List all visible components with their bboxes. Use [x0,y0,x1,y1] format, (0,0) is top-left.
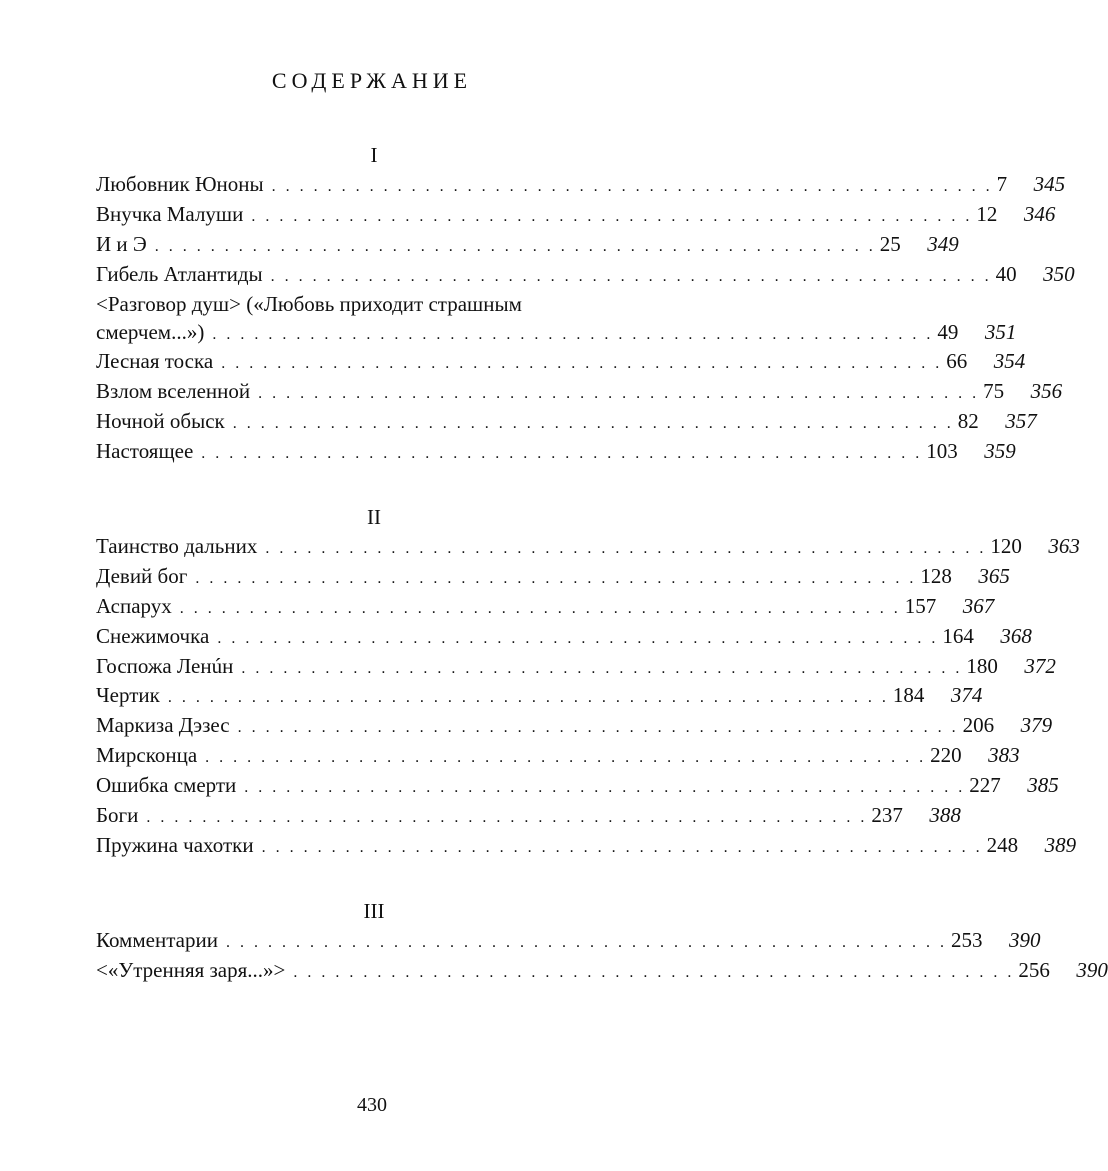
entry-title: Лесная тоска [96,349,214,374]
toc-entry[interactable] [96,622,1032,652]
leader-dots: . . . . . . . . . . . . . . . . . . . . . . . . . . . . . . . . . . . . . . . . . . . . . . . . . . . . [212,325,934,343]
entry-page: 253 [950,928,983,952]
entry-comment-page: 354 [993,349,1026,374]
toc-entry[interactable] [96,437,1016,467]
entry-page: 180 [966,653,998,678]
toc-entry[interactable] [96,801,961,831]
entry-page: 248 [986,832,1019,857]
entry-page: 128 [920,563,952,588]
entry-title: Ночной обыск [96,409,225,434]
contents-heading: СОДЕРЖАНИЕ [271,68,473,93]
entry-title: Комментарии [96,928,218,952]
leader-dots: . . . . . . . . . . . . . . . . . . . . . . . . . . . . . . . . . . . . . . . . . . . . . . . . . . . . [270,267,992,285]
entry-page: 206 [962,713,995,738]
entry-comment-page: 350 [1043,261,1075,286]
entry-comment-page: 356 [1030,379,1063,404]
leader-dots: . . . . . . . . . . . . . . . . . . . . . . . . . . . . . . . . . . . . . . . . . . . . . . . . . . . . [258,385,980,403]
leader-dots: . . . . . . . . . . . . . . . . . . . . . . . . . . . . . . . . . . . . . . . . . . . . . . . . . . . . [195,569,917,587]
entry-title: Взлом вселенной [96,379,251,404]
section-title: II [367,505,381,529]
toc-entry[interactable] [96,741,1020,771]
toc-entry[interactable] [96,377,1063,407]
toc-entry[interactable] [96,260,1075,290]
entry-comment-page: 372 [1024,653,1056,678]
entry-page: 75 [983,379,1005,404]
entry-title: Ошибка смерти [96,773,237,798]
entry-comment-page: 388 [929,803,961,828]
entry-page: 220 [930,743,962,768]
entry-title-line1: <Разговор душ> («Любовь приходит страшным [96,291,522,316]
entry-comment-page: 346 [1023,201,1056,226]
leader-dots: . . . . . . . . . . . . . . . . . . . . . . . . . . . . . . . . . . . . . . . . . . . . . . . . . . . . [154,237,876,255]
entry-page: 157 [904,593,937,618]
entry-page: 12 [976,201,998,226]
leader-dots: . . . . . . . . . . . . . . . . . . . . . . . . . . . . . . . . . . . . . . . . . . . . . . . . . . . . [271,178,993,195]
entry-comment-page: 363 [1048,534,1080,558]
leader-dots: . . . . . . . . . . . . . . . . . . . . . . . . . . . . . . . . . . . . . . . . . . . . . . . . . . . . [179,599,901,617]
entry-title: смерчем...») [96,319,205,344]
toc-entry[interactable] [96,956,1108,986]
toc-entry[interactable] [96,771,1059,801]
entry-title: Мирсконца [96,743,198,768]
leader-dots: . . . . . . . . . . . . . . . . . . . . . . . . . . . . . . . . . . . . . . . . . . . . . . . . . . . . [293,963,1015,981]
toc-entry[interactable] [96,681,983,711]
leader-dots: . . . . . . . . . . . . . . . . . . . . . . . . . . . . . . . . . . . . . . . . . . . . . . . . . . . . [265,540,987,557]
toc-entry[interactable] [96,926,1041,956]
toc-entry[interactable] [96,290,1017,348]
entry-title: Гибель Атлантиды [96,261,263,286]
toc-entry[interactable] [96,831,1077,861]
leader-dots: . . . . . . . . . . . . . . . . . . . . . . . . . . . . . . . . . . . . . . . . . . . . . . . . . . . . [146,809,868,827]
entry-comment-page: 349 [927,231,959,256]
entry-title: <«Утренняя заря...»> [96,957,286,982]
leader-dots: . . . . . . . . . . . . . . . . . . . . . . . . . . . . . . . . . . . . . . . . . . . . . . . . . . . . [225,934,947,951]
toc-entry[interactable] [96,407,1037,437]
entry-title: Аспарух [96,593,172,618]
entry-page: 66 [946,349,968,374]
entry-comment-page: 351 [984,319,1017,344]
entry-page: 164 [942,623,974,648]
entry-title: Маркиза Дэзес [96,713,230,738]
leader-dots: . . . . . . . . . . . . . . . . . . . . . . . . . . . . . . . . . . . . . . . . . . . . . . . . . . . . [251,207,973,225]
leader-dots: . . . . . . . . . . . . . . . . . . . . . . . . . . . . . . . . . . . . . . . . . . . . . . . . . . . . [261,838,983,856]
toc-entry[interactable] [96,532,1080,562]
section-title: III [363,899,385,923]
entry-title: Снежимочка [96,623,210,648]
toc-entry[interactable] [96,200,1056,230]
entry-comment-page: 345 [1033,172,1066,196]
entry-comment-page: 357 [1005,409,1037,434]
entry-page: 25 [879,231,901,256]
entry-page: 7 [996,172,1008,196]
entry-comment-page: 367 [962,593,995,618]
toc-entry[interactable] [96,652,1056,682]
page-number: 430 [357,1094,387,1116]
entry-page: 40 [995,261,1017,286]
entry-title: Таинство дальних [96,534,258,558]
leader-dots: . . . . . . . . . . . . . . . . . . . . . . . . . . . . . . . . . . . . . . . . . . . . . . . . . . . . [232,415,954,433]
entry-comment-page: 365 [978,563,1010,588]
entry-comment-page: 379 [1020,713,1053,738]
entry-comment-page: 385 [1027,773,1059,798]
leader-dots: . . . . . . . . . . . . . . . . . . . . . . . . . . . . . . . . . . . . . . . . . . . . . . . . . . . . [217,629,939,647]
leader-dots: . . . . . . . . . . . . . . . . . . . . . . . . . . . . . . . . . . . . . . . . . . . . . . . . . . . . [205,749,927,767]
leader-dots: . . . . . . . . . . . . . . . . . . . . . . . . . . . . . . . . . . . . . . . . . . . . . . . . . . . . [237,719,959,737]
entry-comment-page: 390 [1008,928,1041,952]
entry-page: 256 [1018,957,1050,982]
entry-title: Настоящее [96,439,194,464]
entry-page: 49 [937,319,959,344]
entry-comment-page: 383 [988,743,1020,768]
entry-comment-page: 389 [1044,832,1077,857]
section-title: I [370,143,378,167]
entry-page: 227 [969,773,1001,798]
toc-entry[interactable] [96,170,1066,200]
entry-page: 184 [892,683,925,708]
toc-entry[interactable] [96,711,1053,741]
entry-title: Боги [96,803,139,828]
toc-section-3 [96,896,1108,986]
entry-title: Пружина чахотки [96,832,254,857]
leader-dots: . . . . . . . . . . . . . . . . . . . . . . . . . . . . . . . . . . . . . . . . . . . . . . . . . . . . [201,445,923,463]
toc-section-2 [96,502,1080,861]
leader-dots: . . . . . . . . . . . . . . . . . . . . . . . . . . . . . . . . . . . . . . . . . . . . . . . . . . . . [167,689,889,707]
entry-page: 120 [990,534,1022,558]
entry-page: 237 [871,803,903,828]
toc-entry[interactable] [96,592,995,622]
leader-dots: . . . . . . . . . . . . . . . . . . . . . . . . . . . . . . . . . . . . . . . . . . . . . . . . . . . . [244,779,966,797]
entry-title: Внучка Малуши [96,201,244,226]
toc-section-1 [96,140,1075,467]
entry-comment-page: 368 [1000,623,1032,648]
entry-title: Госпожа Ленúн [96,653,234,678]
entry-comment-page: 390 [1076,957,1108,982]
entry-title: Девий бог [96,563,188,588]
leader-dots: . . . . . . . . . . . . . . . . . . . . . . . . . . . . . . . . . . . . . . . . . . . . . . . . . . . . [241,659,963,677]
entry-title: Чертик [96,683,160,708]
toc-entry[interactable] [96,347,1026,377]
leader-dots: . . . . . . . . . . . . . . . . . . . . . . . . . . . . . . . . . . . . . . . . . . . . . . . . . . . . [221,355,943,373]
toc-entry[interactable] [96,562,1010,592]
entry-comment-page: 359 [984,439,1016,464]
entry-title: И и Э [96,231,147,256]
toc-entry[interactable] [96,230,959,260]
entry-title: Любовник Юноны [96,172,264,196]
entry-page: 82 [957,409,979,434]
entry-page: 103 [926,439,958,464]
entry-comment-page: 374 [950,683,983,708]
